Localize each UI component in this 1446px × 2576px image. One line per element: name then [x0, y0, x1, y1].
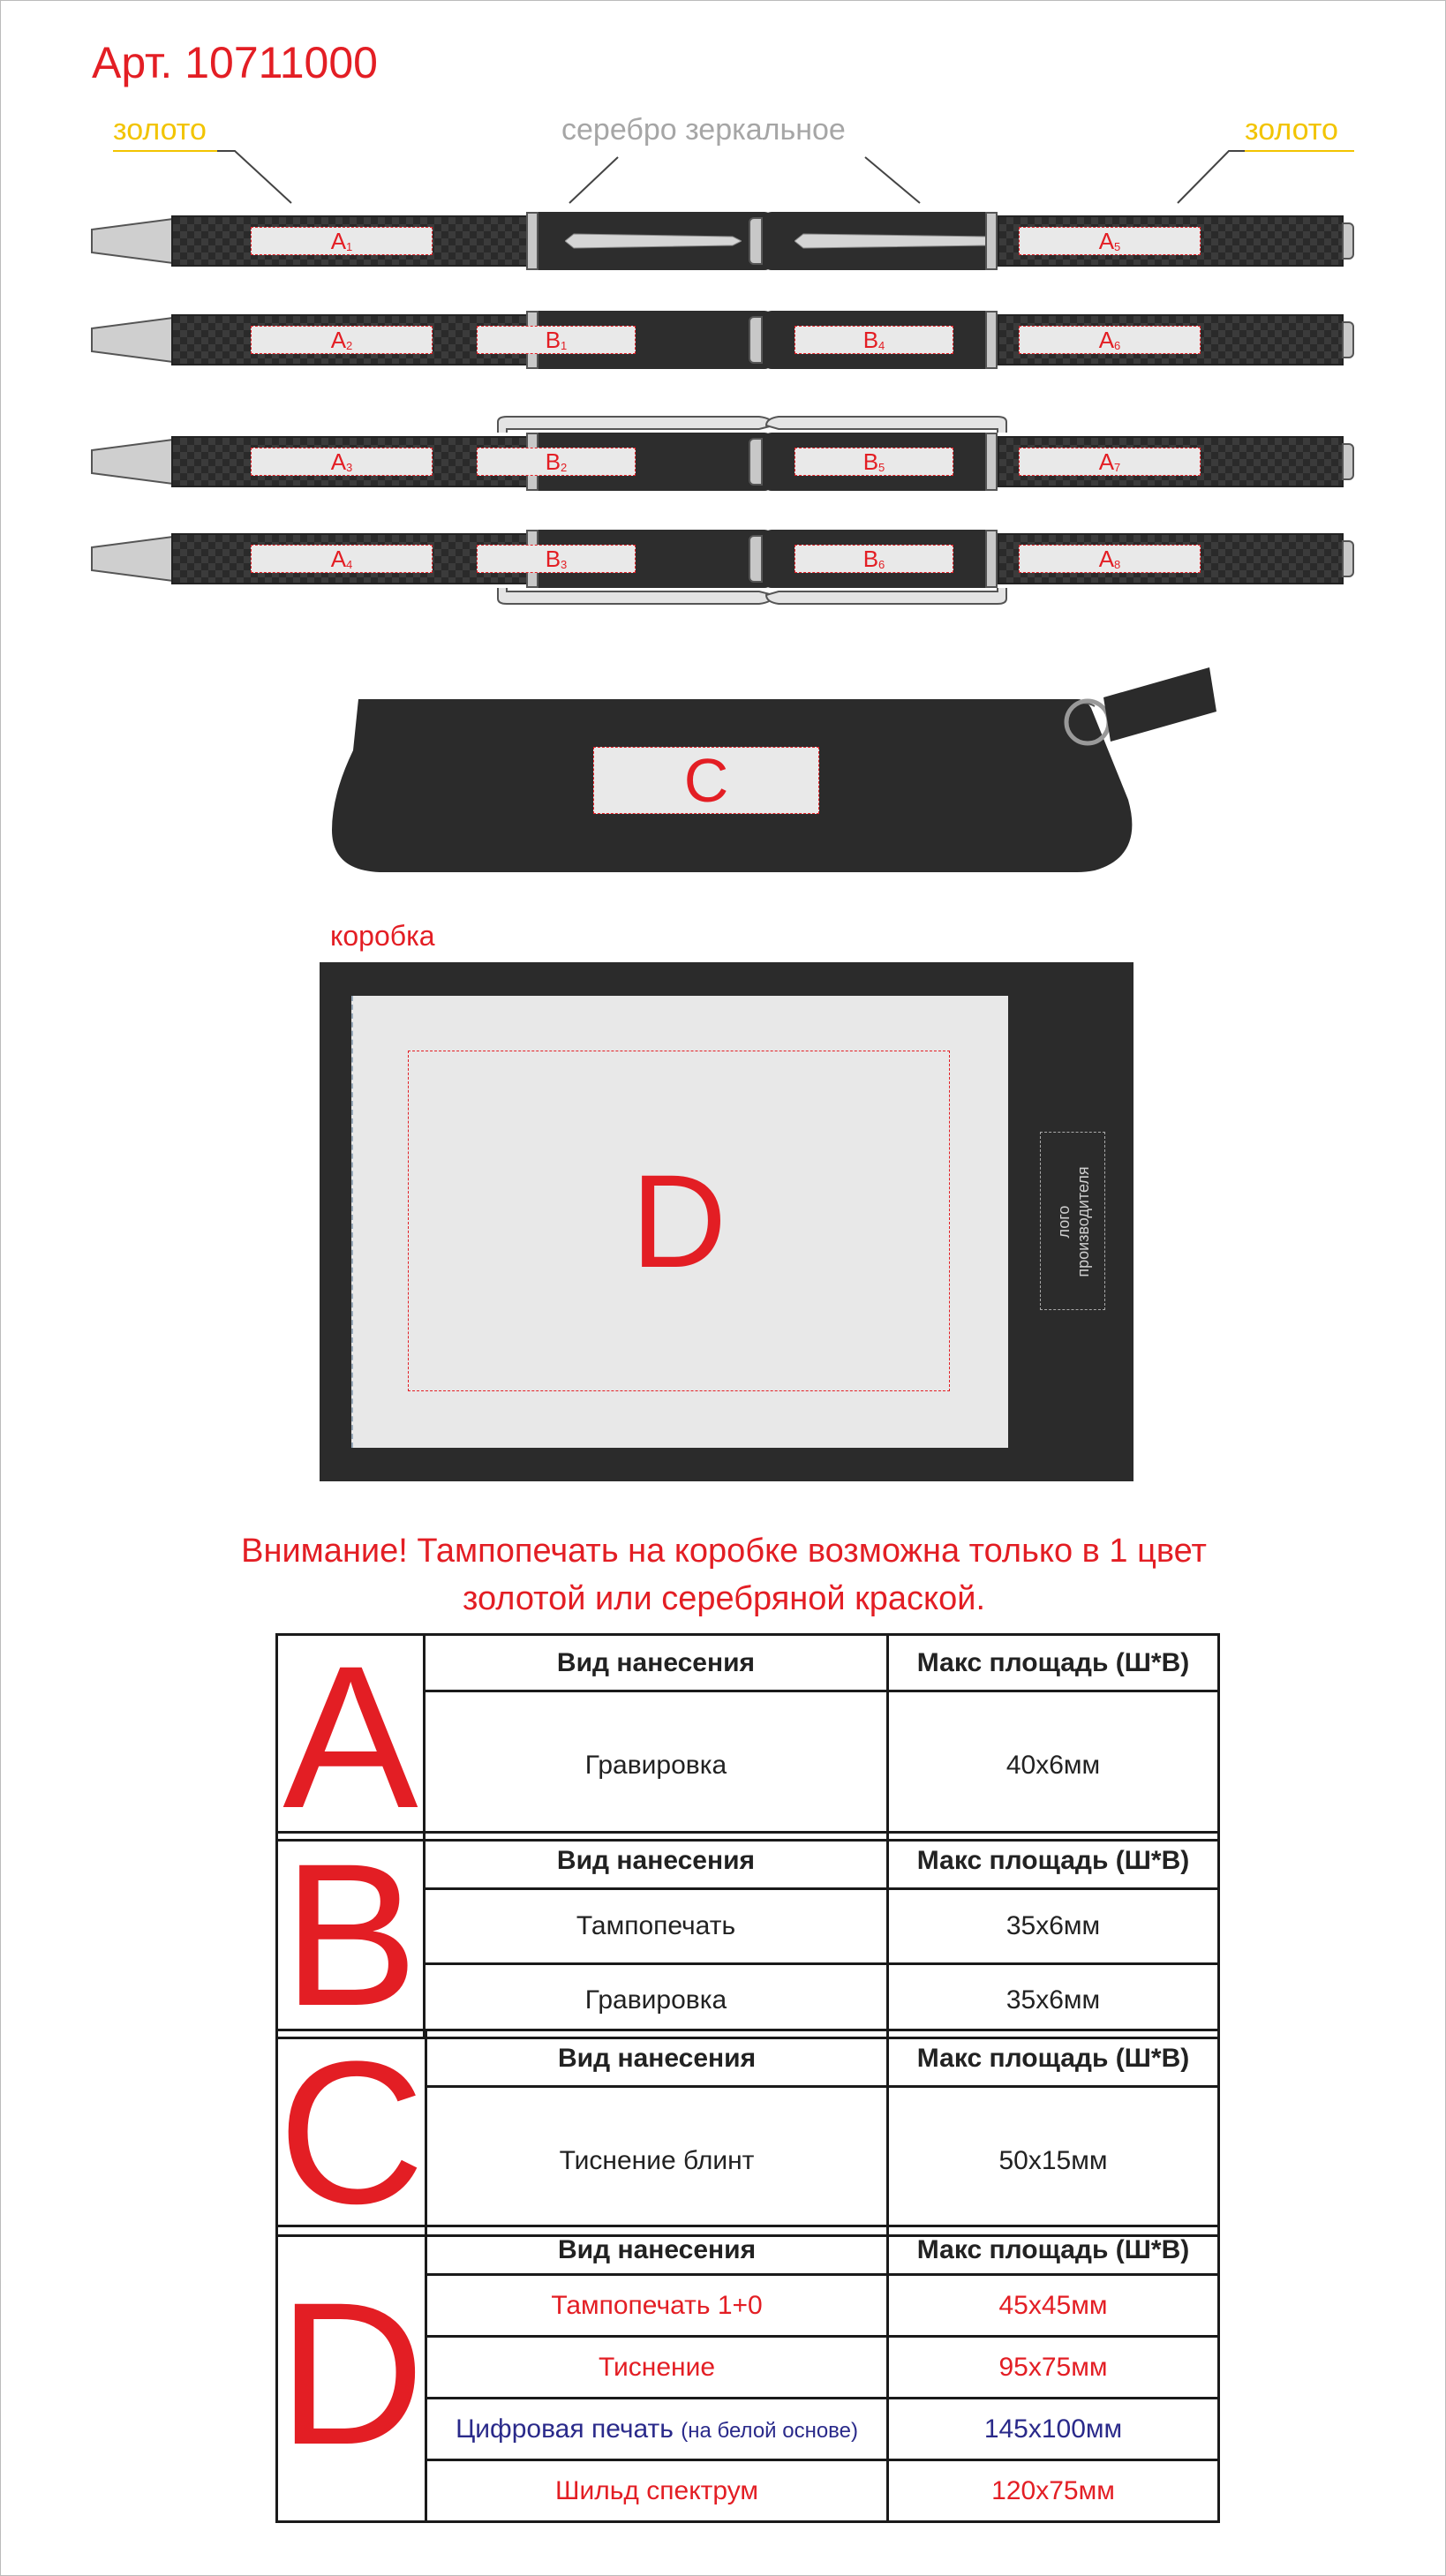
- header-method: Вид нанесения: [425, 1833, 888, 1889]
- table-cell: Гравировка: [425, 1963, 888, 2037]
- table-B: [275, 1821, 1220, 2048]
- table-B-letter: B: [277, 1833, 425, 2038]
- header-method: Вид нанесения: [426, 2030, 888, 2087]
- warning-note: [132, 1527, 1315, 1623]
- zone-B2: $B_2$: [477, 448, 636, 476]
- pen-right-4: [749, 530, 1367, 609]
- zone-B3: $B_3$: [477, 545, 636, 573]
- label-gold-right: золото: [1245, 113, 1338, 147]
- digital-print-label: Цифровая печать: [456, 2414, 674, 2444]
- table-cell: Шильд спектрум: [426, 2460, 888, 2522]
- header-area: Макс площадь (Ш*В): [888, 1833, 1219, 1889]
- zone-A4: $A_4$: [251, 545, 433, 573]
- label-silver: серебро зеркальное: [561, 113, 846, 147]
- zone-D: D: [408, 1051, 950, 1391]
- pen-left-4: [88, 530, 706, 609]
- table-cell: Тиснение: [426, 2337, 888, 2399]
- logo-text-2: производителя: [1074, 1166, 1092, 1277]
- zone-C: C: [593, 747, 819, 814]
- table-cell: Тампопечать 1+0: [426, 2275, 888, 2337]
- zone-B4: $B_4$: [795, 326, 953, 354]
- table-A-letter: A: [277, 1635, 425, 1841]
- table-cell: 120x75мм: [888, 2460, 1219, 2522]
- pen-left-2: [88, 311, 706, 369]
- table-cell: 45x45мм: [888, 2275, 1219, 2337]
- header-area: Макс площадь (Ш*В): [888, 2226, 1219, 2275]
- table-cell: 95x75мм: [888, 2337, 1219, 2399]
- table-cell: 40x6мм: [888, 1691, 1219, 1841]
- zone-B6: $B_6$: [795, 545, 953, 573]
- table-C: [275, 2019, 1220, 2246]
- pen-right-1: [749, 212, 1367, 270]
- table-D: [275, 2225, 1220, 2523]
- table-cell: 50x15мм: [888, 2087, 1219, 2236]
- zone-B1: $B_1$: [477, 326, 636, 354]
- zone-A8: $A_8$: [1019, 545, 1201, 573]
- warning-line-2: золотой или серебряной краской.: [462, 1580, 986, 1617]
- zone-A6: $A_6$: [1019, 326, 1201, 354]
- label-gold-left: золото: [113, 113, 207, 147]
- manufacturer-logo-area: [1040, 1132, 1105, 1310]
- digital-print-note: (на белой основе): [681, 2418, 859, 2443]
- table-cell: Тиснение блинт: [426, 2087, 888, 2236]
- box-label: коробка: [330, 920, 435, 952]
- pen-left-1: [88, 212, 706, 270]
- zone-A7: $A_7$: [1019, 448, 1201, 476]
- table-cell: [426, 2399, 888, 2460]
- table-cell: 35x6мм: [888, 1963, 1219, 2037]
- warning-line-1: Внимание! Тампопечать на коробке возможна только в 1 цвет: [241, 1533, 1207, 1570]
- header-method: Вид нанесения: [425, 1635, 888, 1691]
- table-C-letter: C: [278, 2019, 426, 2246]
- table-cell: 145x100мм: [888, 2399, 1219, 2460]
- header-method: Вид нанесения: [426, 2226, 888, 2275]
- article-title: Арт. 10711000: [92, 38, 378, 87]
- header-area: Макс площадь (Ш*В): [888, 2030, 1219, 2087]
- table-cell: Тампопечать: [425, 1889, 888, 1963]
- table-A: [275, 1623, 1220, 1850]
- pen-right-2: [749, 311, 1367, 369]
- header-area: Макс площадь (Ш*В): [888, 1635, 1219, 1691]
- table-cell: Гравировка: [425, 1691, 888, 1841]
- zone-A1: $A_1$: [251, 227, 433, 255]
- zone-B5: $B_5$: [795, 448, 953, 476]
- pen-label-leaders: [0, 0, 1446, 230]
- zone-A5: $A_5$: [1019, 227, 1201, 255]
- pen-left-3: [88, 415, 706, 494]
- pen-right-3: [749, 415, 1367, 494]
- logo-text-1: лого: [1055, 1205, 1073, 1239]
- zone-A3: $A_3$: [251, 448, 433, 476]
- table-D-letter: D: [277, 2226, 426, 2522]
- table-cell: 35x6мм: [888, 1889, 1219, 1963]
- zone-A2: $A_2$: [251, 326, 433, 354]
